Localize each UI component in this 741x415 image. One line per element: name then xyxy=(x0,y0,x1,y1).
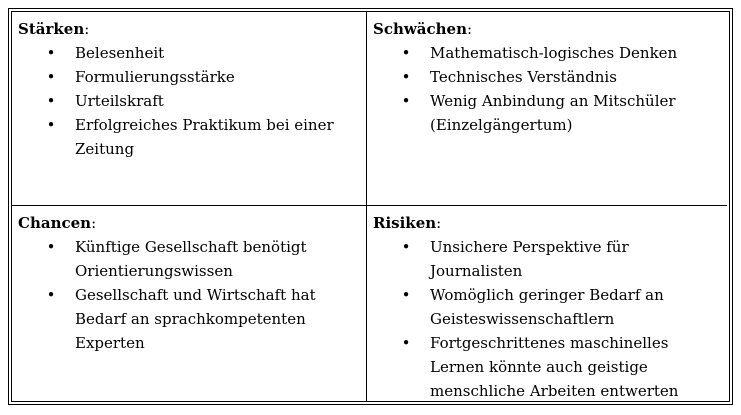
bullet-icon: • xyxy=(46,116,56,134)
opportunities-colon: : xyxy=(91,214,97,232)
list-item-text: Fortgeschrittenes maschinelles Lernen könnte auch geistige menschliche Arbeiten entwerten xyxy=(430,334,679,400)
list-item-text: Wenig Anbindung an Mitschüler (Einzelgängertum) xyxy=(430,92,676,134)
list-item xyxy=(373,41,721,65)
list-item xyxy=(18,89,360,113)
list-item-text: Formulierungsstärke xyxy=(75,68,235,86)
bullet-icon: • xyxy=(46,92,56,110)
bullet-icon: • xyxy=(401,92,411,110)
strengths-cell xyxy=(12,12,367,206)
weaknesses-list xyxy=(373,41,721,137)
bullet-icon: • xyxy=(401,68,411,86)
bullet-icon: • xyxy=(46,68,56,86)
threats-cell xyxy=(367,206,727,401)
bullet-icon: • xyxy=(401,238,411,256)
bullet-icon: • xyxy=(46,238,56,256)
list-item xyxy=(373,331,721,403)
strengths-colon: : xyxy=(84,20,90,38)
list-item-text: Künftige Gesellschaft benötigt Orientierungswissen xyxy=(75,238,307,280)
threats-title: Risiken xyxy=(373,214,437,232)
threats-list xyxy=(373,235,721,403)
bullet-icon: • xyxy=(401,334,411,352)
list-item-text: Womöglich geringer Bedarf an Geisteswissenschaftlern xyxy=(430,286,664,328)
list-item xyxy=(18,41,360,65)
strengths-heading xyxy=(18,17,360,41)
list-item-text: Unsichere Perspektive für Journalisten xyxy=(430,238,629,280)
weaknesses-title: Schwächen xyxy=(373,20,467,38)
list-item xyxy=(373,283,721,331)
threats-heading xyxy=(373,211,721,235)
list-item xyxy=(373,235,721,283)
strengths-title: Stärken xyxy=(18,20,85,38)
list-item-text: Gesellschaft und Wirtschaft hat Bedarf an sprachkompetenten Experten xyxy=(75,286,316,352)
list-item xyxy=(18,65,360,89)
weaknesses-colon: : xyxy=(467,20,473,38)
list-item xyxy=(18,235,360,283)
list-item-text: Mathematisch-logisches Denken xyxy=(430,44,678,62)
threats-colon: : xyxy=(436,214,442,232)
list-item xyxy=(18,283,360,355)
list-item xyxy=(18,113,360,161)
list-item-text: Belesenheit xyxy=(75,44,165,62)
bullet-icon: • xyxy=(46,44,56,62)
swot-table xyxy=(12,12,727,401)
bullet-icon: • xyxy=(401,44,411,62)
list-item-text: Urteilskraft xyxy=(75,92,164,110)
bullet-icon: • xyxy=(46,286,56,304)
bullet-icon: • xyxy=(401,286,411,304)
list-item xyxy=(373,65,721,89)
list-item-text: Technisches Verständnis xyxy=(430,68,617,86)
opportunities-cell xyxy=(12,206,367,401)
list-item-text: Erfolgreiches Praktikum bei einer Zeitung xyxy=(75,116,334,158)
strengths-list xyxy=(18,41,360,161)
opportunities-list xyxy=(18,235,360,355)
list-item xyxy=(373,89,721,137)
opportunities-title: Chancen xyxy=(18,214,92,232)
weaknesses-cell xyxy=(367,12,727,206)
opportunities-heading xyxy=(18,211,360,235)
weaknesses-heading xyxy=(373,17,721,41)
